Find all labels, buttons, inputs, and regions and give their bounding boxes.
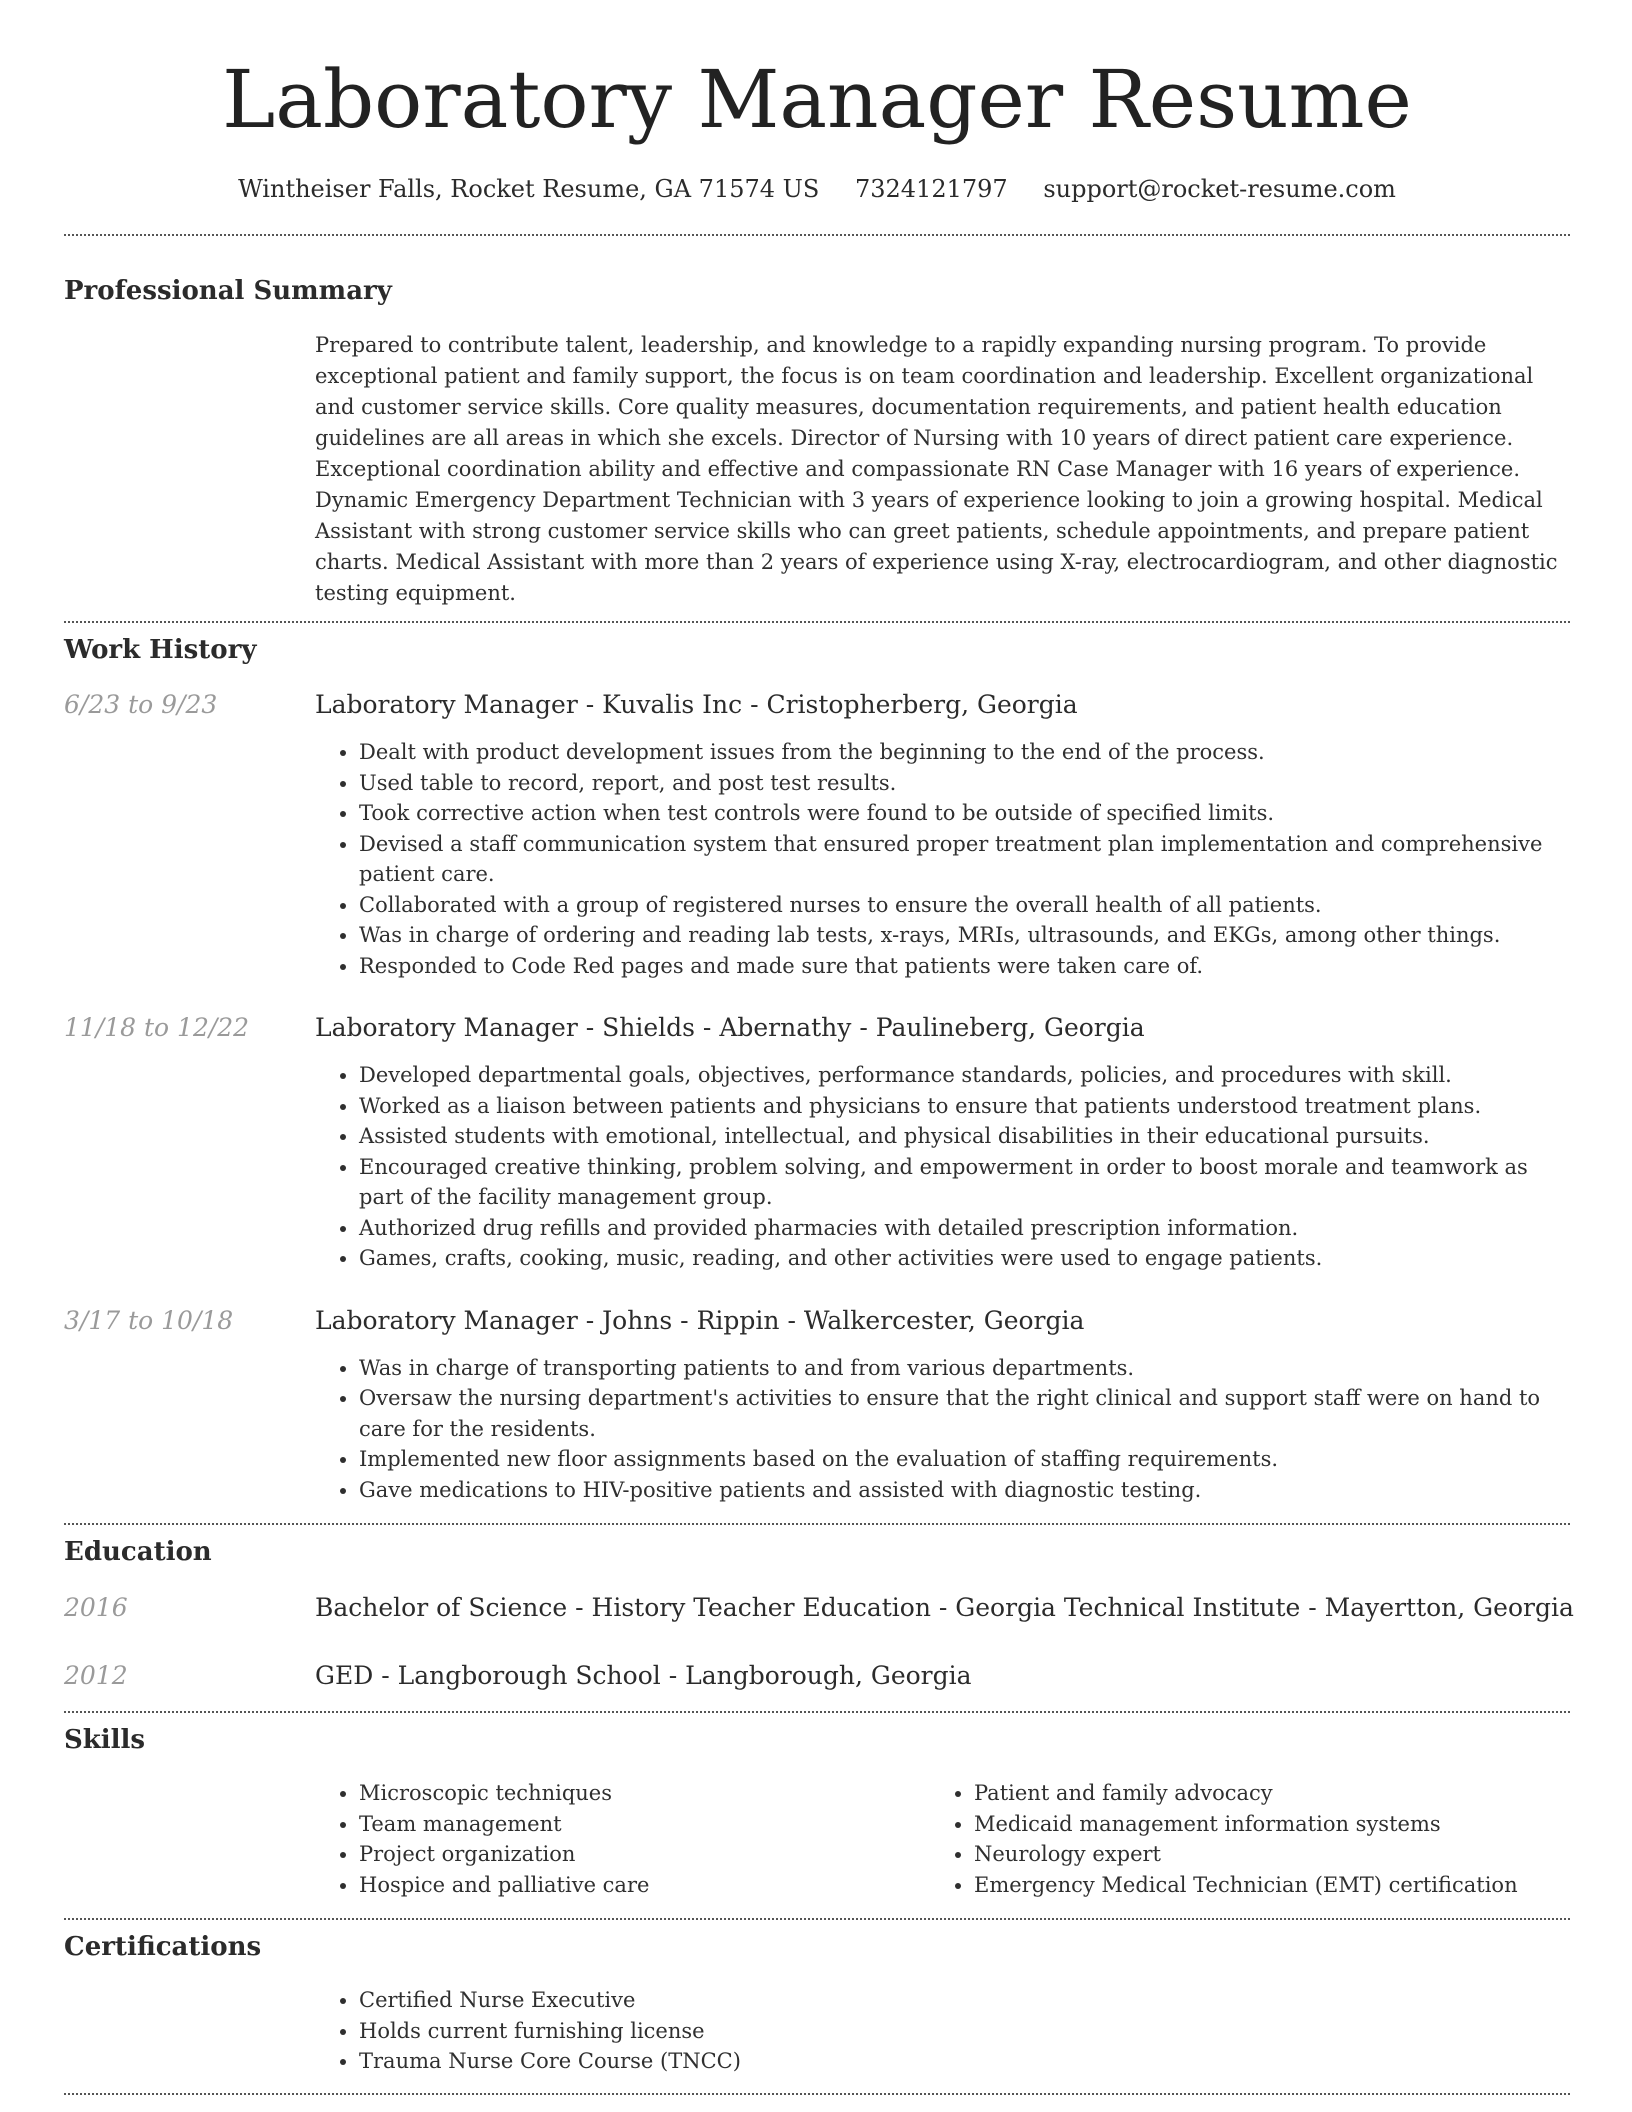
list-item: • Emergency Medical Technician (EMT) certification (974, 1870, 1545, 1901)
divider (64, 621, 1570, 623)
job-bullets (315, 1353, 1570, 1506)
summary-section (64, 275, 1570, 609)
job-dates: 6/23 to 9/23 (64, 690, 218, 719)
contact-email: support@rocket-resume.com (1043, 175, 1396, 203)
list-item: • Encouraged creative thinking, problem solving, and empowerment in order to boost morale and teamwork as part of the facility management group. (359, 1152, 1570, 1213)
list-item: • Holds current furnishing license (359, 2016, 741, 2047)
certifications-list (315, 1985, 741, 2077)
skills-column (930, 1778, 1545, 1900)
divider (64, 1523, 1570, 1525)
list-item: • Was in charge of ordering and reading lab tests, x-rays, MRIs, ultrasounds, and EKGs, among other things. (359, 920, 1570, 951)
list-item: • Oversaw the nursing department's activities to ensure that the right clinical and support staff were on hand to care for the residents. (359, 1383, 1570, 1444)
skills-list (930, 1778, 1545, 1900)
section-title-work: Work History (64, 635, 257, 665)
education-entry (64, 1592, 1574, 1624)
education-year: 2016 (64, 1593, 128, 1622)
section-title-education: Education (64, 1537, 212, 1567)
job-bullets (315, 737, 1570, 981)
job-entry (64, 689, 1570, 981)
list-item: • Implemented new floor assignments based on the evaluation of staffing requirements. (359, 1444, 1570, 1475)
list-item: • Responded to Code Red pages and made sure that patients were taken care of. (359, 951, 1570, 982)
education-title: Bachelor of Science - History Teacher Education - Georgia Technical Institute - Mayertton, Georgia (315, 1593, 1574, 1622)
list-item: • Patient and family advocacy (974, 1778, 1545, 1809)
certifications-section (64, 1931, 1570, 2077)
job-dates: 11/18 to 12/22 (64, 1013, 250, 1042)
skills-column (315, 1778, 930, 1900)
contact-line (64, 174, 1570, 204)
skills-list (315, 1778, 930, 1900)
list-item: • Team management (359, 1809, 930, 1840)
list-item: • Dealt with product development issues from the beginning to the end of the process. (359, 737, 1570, 768)
resume-title: Laboratory Manager Resume (222, 53, 1412, 146)
list-item: • Neurology expert (974, 1839, 1545, 1870)
education-title: GED - Langborough School - Langborough, Georgia (315, 1661, 972, 1690)
skills-section (64, 1724, 1570, 1900)
list-item: • Was in charge of transporting patients to and from various departments. (359, 1353, 1570, 1384)
divider (64, 1711, 1570, 1713)
job-title: Laboratory Manager - Kuvalis Inc - Cristopherberg, Georgia (315, 690, 1078, 719)
section-title-skills: Skills (64, 1725, 146, 1755)
list-item: • Project organization (359, 1839, 930, 1870)
section-title-summary: Professional Summary (64, 276, 392, 306)
education-entry (64, 1660, 1570, 1692)
job-bullets (315, 1060, 1570, 1274)
job-entry (64, 1012, 1570, 1274)
job-body (315, 1305, 1570, 1506)
summary-text: Prepared to contribute talent, leadership, and knowledge to a rapidly expanding nursing program. To provide exceptional patient and family support, the focus is on team coordination and leadership. Excellent organizational and customer service skills. Core quality measures, documentation requirements, and patient health education guidelines are all areas in which she excels. Director of Nursing with 10 years of direct patient care experience. Exceptional coordination ability and effective and compassionate RN Case Manager with 16 years of experience. Dynamic Emergency Department Technician with 3 years of experience looking to join a growing hospital. Medical Assistant with strong customer service skills who can greet patients, schedule appointments, and prepare patient charts. Medical Assistant with more than 2 years of experience using X-ray, electrocardiogram, and other diagnostic testing equipment. (315, 333, 1558, 605)
list-item: • Assisted students with emotional, intellectual, and physical disabilities in their educational pursuits. (359, 1121, 1570, 1152)
list-item: • Collaborated with a group of registered nurses to ensure the overall health of all patients. (359, 890, 1570, 921)
contact-phone: 7324121797 (854, 175, 1008, 203)
list-item: • Games, crafts, cooking, music, reading, and other activities were used to engage patients. (359, 1243, 1570, 1274)
job-body (315, 689, 1570, 981)
list-item: • Hospice and palliative care (359, 1870, 930, 1901)
education-section (64, 1536, 1574, 1692)
divider (64, 1918, 1570, 1920)
contact-address: Wintheiser Falls, Rocket Resume, GA 71574 US (238, 175, 820, 203)
list-item: • Certified Nurse Executive (359, 1985, 741, 2016)
job-dates: 3/17 to 10/18 (64, 1305, 234, 1335)
divider (64, 234, 1570, 236)
list-item: • Microscopic techniques (359, 1778, 930, 1809)
list-item: • Used table to record, report, and post test results. (359, 768, 1570, 799)
job-title: Laboratory Manager - Shields - Abernathy - Paulineberg, Georgia (315, 1013, 1145, 1042)
list-item: • Devised a staff communication system that ensured proper treatment plan implementation and comprehensive patient care. (359, 829, 1570, 890)
list-item: • Worked as a liaison between patients and physicians to ensure that patients understood treatment plans. (359, 1091, 1570, 1122)
section-title-certifications: Certifications (64, 1932, 262, 1962)
education-year: 2012 (64, 1661, 128, 1690)
list-item: • Gave medications to HIV-positive patients and assisted with diagnostic testing. (359, 1475, 1570, 1506)
list-item: • Developed departmental goals, objectives, performance standards, policies, and procedures with skill. (359, 1060, 1570, 1091)
divider (64, 2093, 1570, 2095)
work-section (64, 634, 1570, 1505)
job-title: Laboratory Manager - Johns - Rippin - Walkercester, Georgia (315, 1305, 1085, 1335)
job-entry (64, 1305, 1570, 1506)
list-item: • Took corrective action when test controls were found to be outside of specified limits. (359, 798, 1570, 829)
list-item: • Trauma Nurse Core Course (TNCC) (359, 2046, 741, 2077)
skills-grid (315, 1778, 1570, 1900)
list-item: • Authorized drug refills and provided pharmacies with detailed prescription information. (359, 1213, 1570, 1244)
list-item: • Medicaid management information systems (974, 1809, 1545, 1840)
job-body (315, 1012, 1570, 1274)
certifications-list-wrap (315, 1985, 1570, 2077)
